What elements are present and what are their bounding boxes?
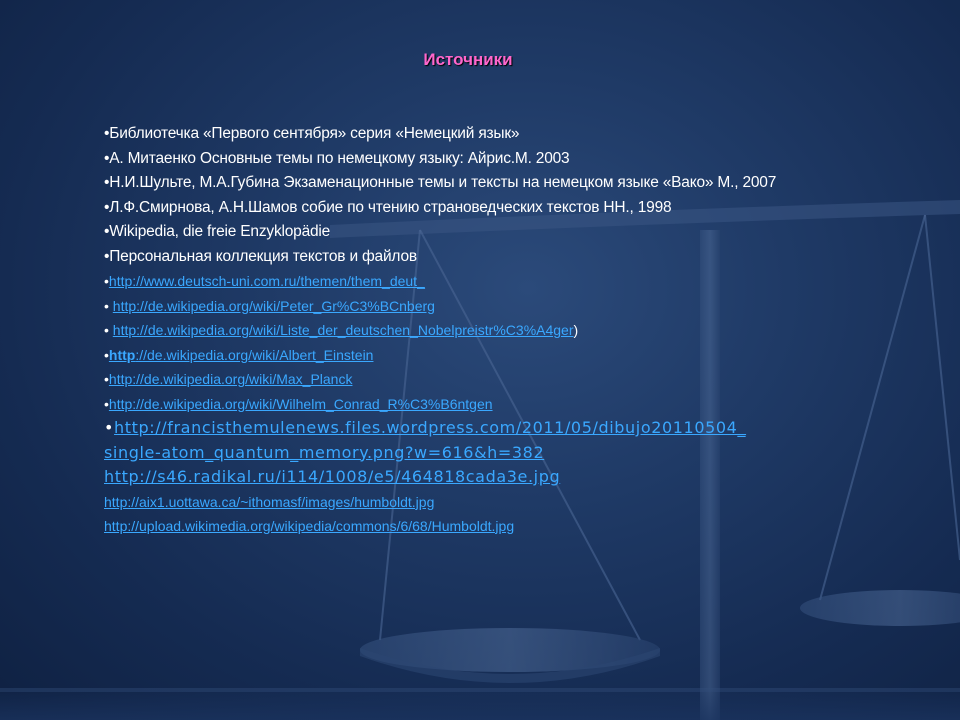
slide-title: Источники — [423, 50, 513, 69]
source-item: •Wikipedia, die freie Enzyklopädie — [104, 223, 331, 240]
link-nobelpreis[interactable]: http://de.wikipedia.org/wiki/Liste_der_deutschen_Nobelpreistr%C3%A4ger — [112, 322, 574, 338]
link-francis-line2[interactable]: single-atom_quantum_memory.png?w=616&h=382 — [104, 442, 545, 462]
bottom-band — [0, 688, 960, 720]
sources-list — [104, 122, 924, 538]
einstein-prefix: http — [108, 346, 136, 363]
source-item: •А. Митаенко Основные темы по немецкому языку: Айрис.М. 2003 — [104, 149, 570, 167]
link-planck[interactable]: http://de.wikipedia.org/wiki/Max_Planck — [108, 371, 353, 387]
link-uottawa[interactable]: http://aix1.uottawa.ca/~ithomasf/images/humboldt.jpg — [104, 493, 435, 510]
source-link-row: • http://de.wikipedia.org/wiki/Liste_der_deutschen_Nobelpreistr%C3%A4ger) — [104, 322, 579, 338]
source-link-row: •http://de.wikipedia.org/wiki/Max_Planck — [104, 371, 353, 387]
source-link-row: •http://de.wikipedia.org/wiki/Wilhelm_Conrad_R%C3%B6ntgen — [104, 395, 493, 412]
source-link-row — [104, 490, 924, 514]
source-item: •Персональная коллекция текстов и файлов — [104, 247, 417, 265]
source-link-row: •http://francisthemulenews.files.wordpress.com/2011/05/dibujo20110504_ — [104, 418, 747, 437]
link-einstein[interactable] — [109, 347, 374, 363]
einstein-rest: ://de.wikipedia.org/wiki/Albert_Einstein — [135, 346, 374, 363]
source-link-row: • http://de.wikipedia.org/wiki/Peter_Gr%C3%BCnberg — [104, 297, 435, 314]
source-link-row: •http://www.deutsch-uni.com.ru/themen/them_deut_ — [104, 273, 425, 289]
link-roentgen[interactable]: http://de.wikipedia.org/wiki/Wilhelm_Conrad_R%C3%B6ntgen — [108, 395, 493, 412]
link-radikal[interactable]: http://s46.radikal.ru/i114/1008/e5/464818cada3e.jpg — [104, 467, 561, 486]
source-link-row — [104, 514, 924, 538]
link-gruenberg[interactable]: http://de.wikipedia.org/wiki/Peter_Gr%C3%BCnberg — [112, 297, 435, 314]
source-link-row — [104, 465, 924, 490]
source-item: •Библиотечка «Первого сентября» серия «Немецкий язык» — [104, 125, 520, 142]
source-link-row — [104, 441, 924, 466]
source-item: •Н.И.Шульте, М.А.Губина Экзаменационные темы и тексты на немецком языке «Вако» М., 2007 — [104, 174, 777, 191]
nobelpreis-suffix: ) — [573, 322, 579, 338]
source-link-row: •http://de.wikipedia.org/wiki/Albert_Einstein — [104, 346, 374, 363]
link-deutsch-uni[interactable]: http://www.deutsch-uni.com.ru/themen/them_deut_ — [108, 273, 425, 289]
link-wikimedia[interactable]: http://upload.wikimedia.org/wikipedia/commons/6/68/Humboldt.jpg — [104, 517, 515, 534]
source-item: •Л.Ф.Смирнова, А.Н.Шамов собие по чтению страноведческих текстов НН., 1998 — [104, 198, 672, 216]
link-francis-line1[interactable]: http://francisthemulenews.files.wordpress.com/2011/05/dibujo20110504_ — [114, 418, 747, 437]
